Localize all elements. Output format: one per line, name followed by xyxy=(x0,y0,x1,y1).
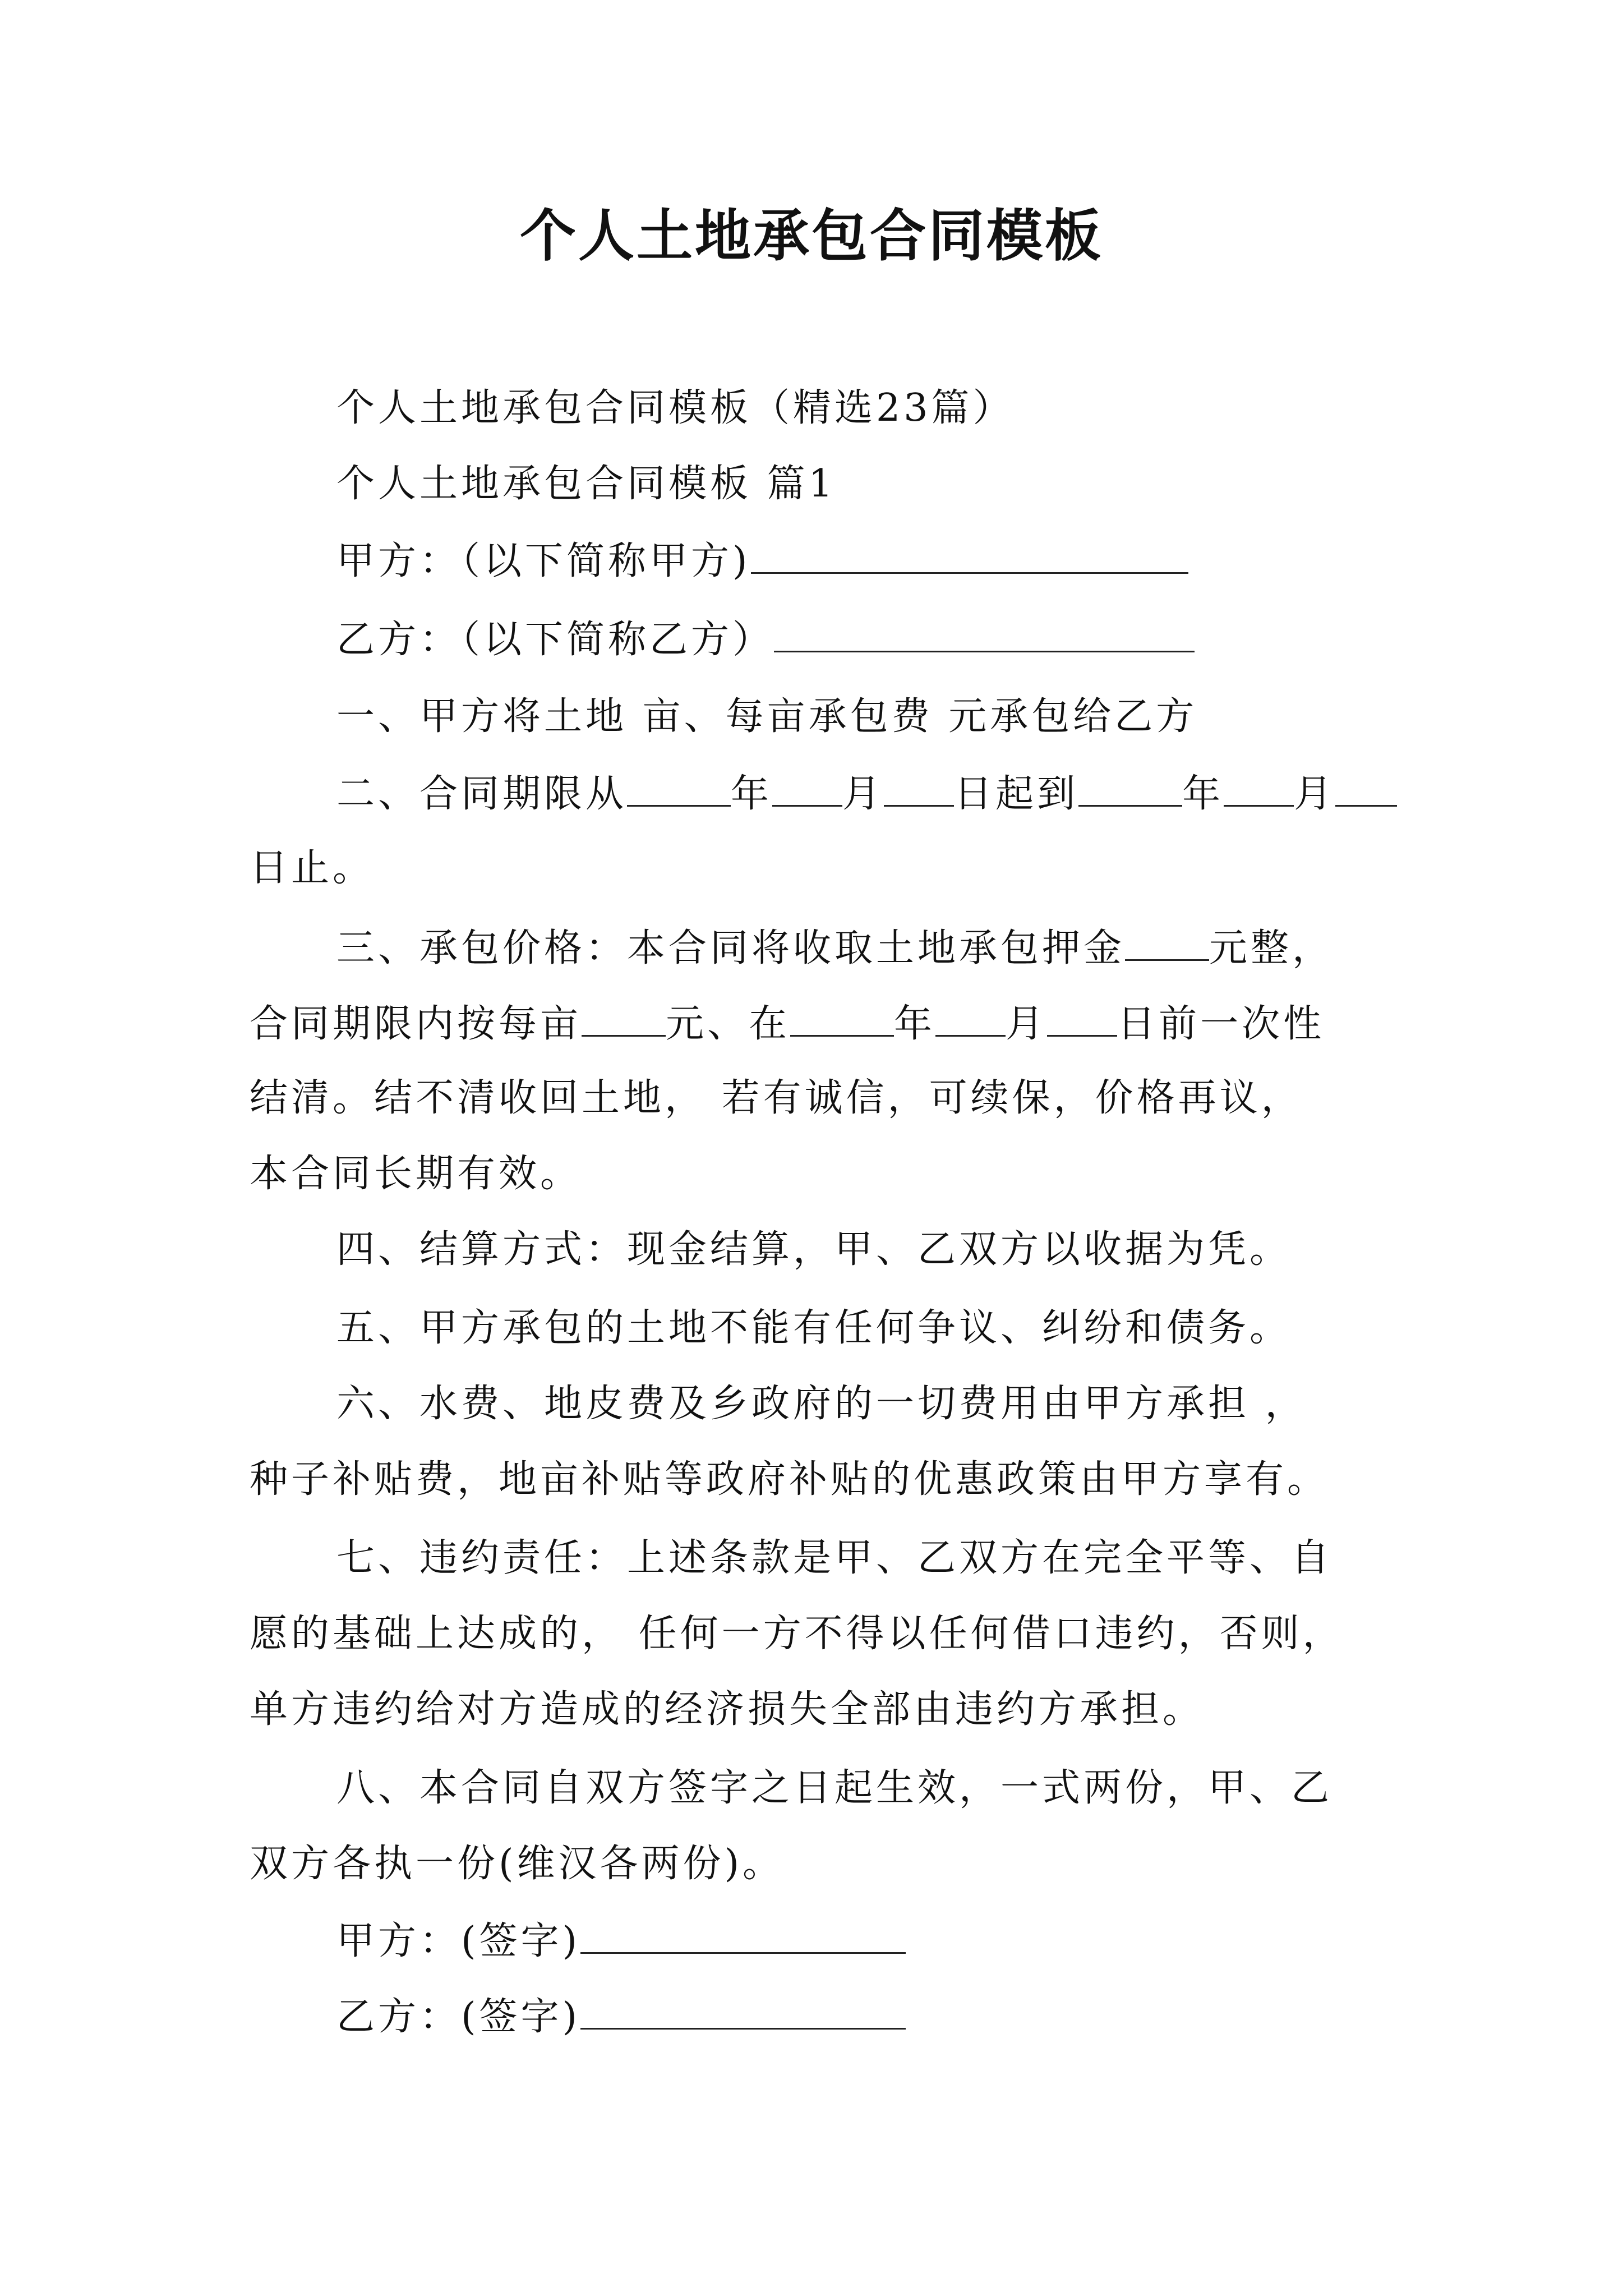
blank xyxy=(1224,766,1294,807)
clause-1: 一、甲方将土地 亩、每亩承包费 元承包给乙方 xyxy=(336,694,1198,739)
clause-4: 四、结算方式：现金结算，甲、乙双方以收据为凭。 xyxy=(336,1227,1292,1272)
party-b-blank xyxy=(774,611,1195,652)
signature-a-label: 甲方：(签字) xyxy=(336,1919,581,1963)
section-heading: 个人土地承包合同模板 篇1 xyxy=(336,462,836,506)
clause-2-month-2: 月 xyxy=(1294,772,1336,816)
clause-2-line-2: 日止。 xyxy=(250,846,375,890)
document-subtitle: 个人土地承包合同模板（精选23篇） xyxy=(336,386,1015,430)
clause-7-line-2: 愿的基础上达成的， 任何一方不得以任何借口违约，否则， xyxy=(250,1612,1344,1656)
clause-3-text-a: 三、承包价格：本合同将收取土地承包押金 xyxy=(336,926,1126,970)
party-b-line xyxy=(336,611,1195,667)
blank xyxy=(1335,766,1397,807)
clause-7-line-3: 单方违约给对方造成的经济损失全部由违约方承担。 xyxy=(250,1687,1205,1732)
blank xyxy=(1125,920,1209,961)
blank xyxy=(935,996,1006,1037)
clause-3-text-b: 元整， xyxy=(1209,926,1334,970)
blank xyxy=(790,996,894,1037)
clause-3-text-d: 元、在 xyxy=(666,1002,791,1046)
party-a-blank xyxy=(751,533,1188,574)
clause-5: 五、甲方承包的土地不能有任何争议、纠纷和债务。 xyxy=(336,1306,1292,1350)
clause-3-line-1 xyxy=(336,920,1334,976)
clause-7-line-1: 七、违约责任：上述条款是甲、乙双方在完全平等、自 xyxy=(336,1536,1333,1580)
party-b-label: 乙方：（以下简称乙方） xyxy=(336,618,774,662)
clause-2-year-2: 年 xyxy=(1182,772,1224,816)
clause-3-text-g: 日前一次性 xyxy=(1117,1002,1325,1046)
blank xyxy=(1047,996,1117,1037)
blank xyxy=(1078,766,1182,807)
signature-b-blank xyxy=(580,1989,906,2030)
clause-2-prefix: 二、合同期限从 xyxy=(336,772,628,816)
clause-8-line-2: 双方各执一份(维汉各两份)。 xyxy=(250,1842,785,1886)
clause-3-text-e: 年 xyxy=(894,1002,936,1046)
clause-3-line-2 xyxy=(250,996,1325,1051)
clause-3-line-3: 结清。结不清收回土地， 若有诚信，可续保，价格再议， xyxy=(250,1076,1303,1120)
clause-6-line-2: 种子补贴费，地亩补贴等政府补贴的优惠政策由甲方享有。 xyxy=(250,1457,1329,1502)
clause-3-text-f: 月 xyxy=(1006,1002,1048,1046)
party-a-line xyxy=(336,533,1188,588)
clause-6-line-1: 六、水费、地皮费及乡政府的一切费用由甲方承担 ， xyxy=(336,1382,1307,1426)
clause-2-year-1: 年 xyxy=(731,772,773,816)
clause-2-line-1 xyxy=(336,766,1397,821)
clause-2-day-1: 日起到 xyxy=(954,772,1079,816)
clause-3-line-4: 本合同长期有效。 xyxy=(250,1152,582,1196)
party-a-label: 甲方：（以下简称甲方) xyxy=(336,539,751,583)
signature-a-line xyxy=(336,1913,906,1968)
blank xyxy=(884,766,954,807)
clause-3-text-c: 合同期限内按每亩 xyxy=(250,1002,582,1046)
signature-a-blank xyxy=(580,1913,906,1954)
signature-b-label: 乙方：(签字) xyxy=(336,1995,581,2039)
blank xyxy=(627,766,731,807)
signature-b-line xyxy=(336,1989,906,2044)
clause-2-month-1: 月 xyxy=(842,772,884,816)
document-title: 个人土地承包合同模板 xyxy=(520,203,1103,269)
clause-8-line-1: 八、本合同自双方签字之日起生效，一式两份，甲、乙 xyxy=(336,1766,1333,1810)
blank xyxy=(772,766,842,807)
blank xyxy=(582,996,666,1037)
